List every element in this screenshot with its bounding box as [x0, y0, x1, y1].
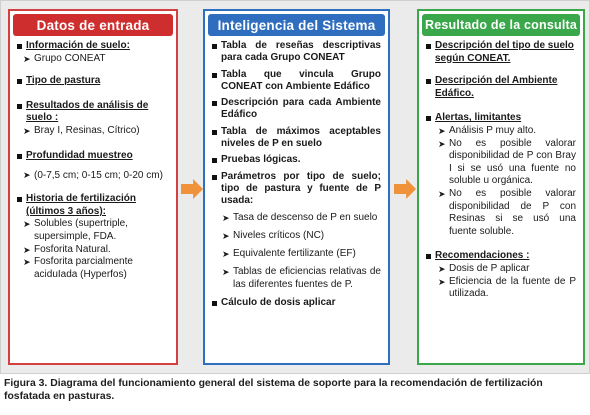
arrowhead-bullet-icon: ➤: [23, 53, 31, 64]
intelligence-item: Descripción para cada Ambiente Edáfico: [212, 97, 381, 122]
fertilization-history-item: ➤ Solubles (supertriple, supersimple, FDA.: [23, 218, 128, 242]
alert-item: ➤ No es posible valorar disponibilidad de P con Resinas si se usó una fuente soluble.: [438, 187, 576, 237]
square-bullet-icon: [212, 158, 217, 163]
edaphic-environment-description: Descripción del Ambiente Edáfico.: [426, 75, 576, 100]
recommendations-title: Recomendaciones :: [426, 250, 576, 263]
arrowhead-bullet-icon: ➤: [23, 170, 31, 181]
soil-analysis-title: Resultados de análisis de suelo :: [17, 100, 169, 125]
square-bullet-icon: [212, 73, 217, 78]
soil-type-description: Descripción del tipo de suelo según CONEAT.: [426, 40, 576, 65]
square-bullet-icon: [426, 44, 431, 49]
arrowhead-bullet-icon: ➤: [23, 219, 31, 230]
alerts-title: Alertas, limitantes: [426, 112, 576, 125]
square-bullet-icon: [426, 116, 431, 121]
square-bullet-icon: [17, 44, 22, 49]
soil-analysis-item: ➤ Bray I, Resinas, Cítrico): [23, 124, 140, 136]
arrowhead-bullet-icon: ➤: [438, 263, 446, 274]
square-bullet-icon: [17, 104, 22, 109]
intelligence-item: Cálculo de dosis aplicar: [212, 297, 381, 309]
arrowhead-bullet-icon: ➤: [438, 138, 446, 149]
square-bullet-icon: [17, 197, 22, 202]
input-data-header: Datos de entrada: [13, 14, 173, 36]
intelligence-item: Parámetros por tipo de suelo; tipo de pastura y fuente de P usada:: [212, 171, 381, 208]
arrowhead-bullet-icon: ➤: [222, 230, 230, 241]
arrowhead-bullet-icon: ➤: [23, 244, 31, 255]
parameter-item: ➤ Tablas de eficiencias relativas de las diferentes fuentes de P.: [222, 266, 381, 290]
square-bullet-icon: [17, 79, 22, 84]
parameter-item: ➤ Niveles críticos (NC): [222, 229, 325, 241]
input-data-box: [8, 9, 178, 365]
square-bullet-icon: [212, 130, 217, 135]
arrowhead-bullet-icon: ➤: [222, 267, 230, 278]
arrowhead-bullet-icon: ➤: [438, 276, 446, 287]
system-intelligence-header: Inteligencia del Sistema: [208, 14, 385, 36]
arrowhead-bullet-icon: ➤: [438, 125, 446, 136]
fertilization-history-item: ➤ Fosforita Natural.: [23, 243, 111, 255]
sampling-depth-item: ➤ (0-7,5 cm; 0-15 cm; 0-20 cm): [17, 166, 169, 185]
recommendation-item: ➤ Eficiencia de la fuente de P utilizada.: [438, 275, 576, 300]
intelligence-item: Tabla de máximos aceptables niveles de P en suelo: [212, 126, 381, 151]
parameter-item: ➤ Tasa de descenso de P en suelo: [222, 211, 378, 223]
parameter-item: ➤ Equivalente fertilizante (EF): [222, 248, 356, 260]
alert-item: ➤ No es posible valorar disponibilidad de P con Bray I si se usó una fuente no soluble u orgánica.: [438, 137, 576, 187]
orange-arrow-icon: [181, 179, 203, 199]
square-bullet-icon: [426, 254, 431, 259]
square-bullet-icon: [17, 154, 22, 159]
arrowhead-bullet-icon: ➤: [222, 212, 230, 223]
alert-item: ➤ Análisis P muy alto.: [438, 124, 537, 136]
arrowhead-bullet-icon: ➤: [23, 257, 31, 268]
query-result-header: Resultado de la consulta: [422, 14, 580, 36]
soil-info-item: ➤ Grupo CONEAT: [23, 52, 106, 64]
pasture-type-title: Tipo de pastura: [17, 75, 169, 88]
orange-arrow-icon: [394, 179, 416, 199]
square-bullet-icon: [212, 175, 217, 180]
square-bullet-icon: [212, 101, 217, 106]
fertilization-history-title: Historia de fertilización (últimos 3 años):: [17, 193, 169, 218]
query-result-box: [417, 9, 585, 365]
arrowhead-bullet-icon: ➤: [222, 249, 230, 260]
sampling-depth-title: Profundidad muestreo: [17, 150, 169, 163]
arrowhead-bullet-icon: ➤: [438, 188, 446, 199]
square-bullet-icon: [426, 79, 431, 84]
intelligence-item: Tabla de reseñas descriptivas para cada Grupo CONEAT: [212, 40, 381, 65]
figure-caption: Figura 3. Diagrama del funcionamiento general del sistema de soporte para la recomendación de fertilización fosfatada en pasturas.: [4, 378, 543, 402]
arrowhead-bullet-icon: ➤: [23, 125, 31, 136]
recommendation-item: ➤ Dosis de P aplicar: [438, 262, 530, 274]
intelligence-item: Tabla que vincula Grupo CONEAT con Ambiente Edáfico: [212, 69, 381, 94]
fertilization-history-item: ➤ Fosforita parcialmente aciduIada (Hyperfos): [23, 256, 133, 280]
soil-info-title: Información de suelo:: [17, 40, 169, 53]
system-intelligence-box: [203, 9, 390, 365]
square-bullet-icon: [212, 44, 217, 49]
intelligence-item: Pruebas lógicas.: [212, 154, 381, 166]
square-bullet-icon: [212, 301, 217, 306]
